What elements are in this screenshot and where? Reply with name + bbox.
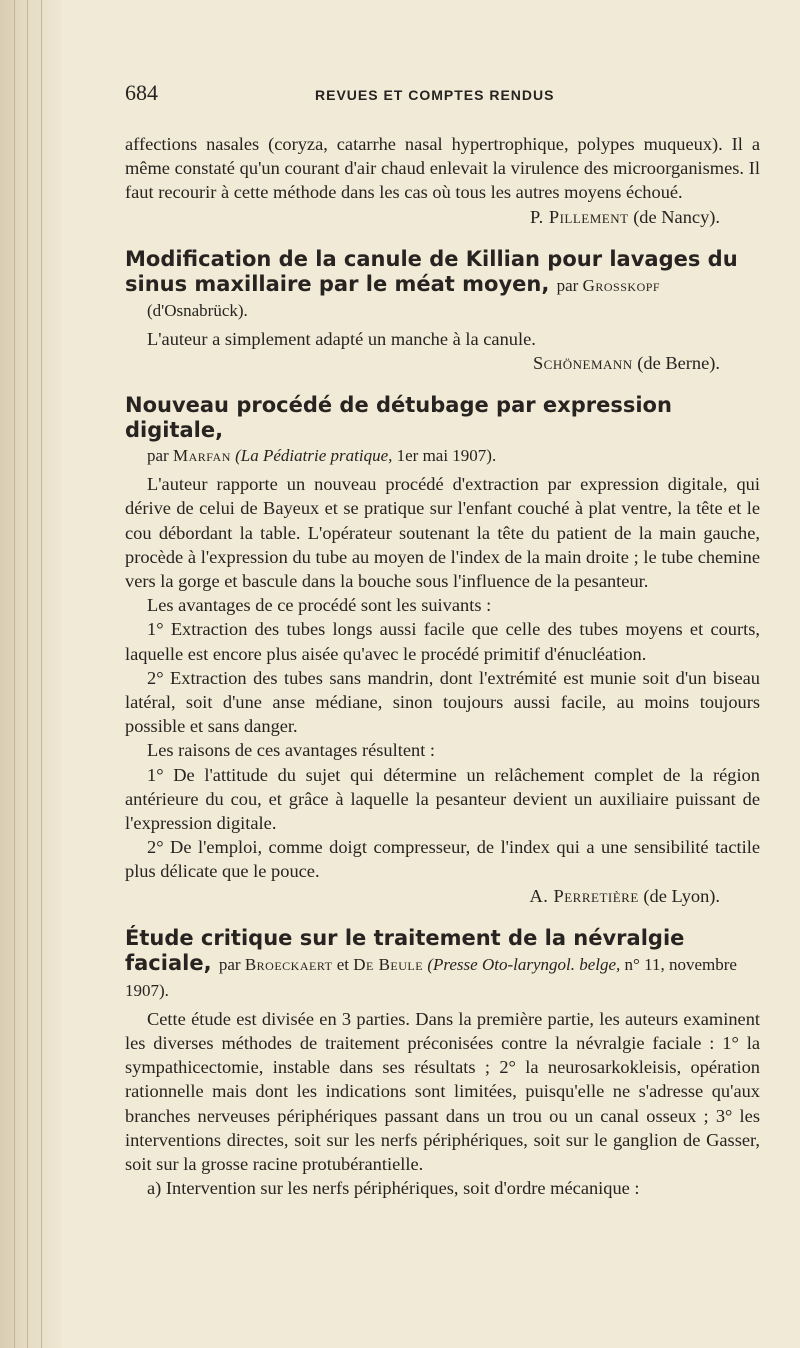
article-3-paragraph: a) Intervention sur les nerfs périphériques, soit d'ordre mécanique : bbox=[147, 1178, 640, 1199]
article-2-title: Nouveau procédé de détubage par expression digitale, bbox=[125, 393, 672, 443]
intro-signature: P. Pillement (de Nancy). bbox=[529, 206, 720, 227]
article-3-date: n° 11, novembre 1907). bbox=[125, 954, 737, 1000]
article-1-heading bbox=[125, 247, 760, 323]
gutter-line bbox=[14, 0, 15, 1348]
article-3-title: Étude critique sur le traitement de la névralgie faciale, bbox=[125, 925, 685, 975]
article-2-paragraph: 1° Extraction des tubes longs aussi facile que celle des tubes moyens et courts, laquelle est encore plus aisée qu'avec le procédé primitif d'énucléation. bbox=[125, 619, 760, 664]
article-1-author-place: (d'Osnabrück). bbox=[147, 300, 248, 320]
article-2-paragraph: 2° De l'emploi, comme doigt compresseur, de l'index qui a une sensibilité tactile plus délicate que le pouce. bbox=[125, 837, 760, 882]
article-2-signature: A. Perretière (de Lyon). bbox=[529, 885, 720, 906]
gutter-line bbox=[41, 0, 42, 1348]
article-3-source: (Presse Oto-laryngol. belge, bbox=[427, 954, 621, 974]
article-2-author: Marfan bbox=[172, 446, 231, 466]
article-2-heading bbox=[125, 393, 760, 468]
article-2-paragraph: Les avantages de ce procédé sont les suivants : bbox=[147, 595, 492, 616]
article-2-paragraph: L'auteur rapporte un nouveau procédé d'extraction par expression digitale, qui dérive de celui de Bayeux et se pratique sur l'enfant couché à plat ventre, la tête et le cou débordant la table. L'opérateur soutenant la tête du patient de la main gauche, procède à l'expression du tube au moyen de l'index de la main droite ; le tube chemine vers la gorge et bascule dans la bouche sous l'influence de la pesanteur. bbox=[125, 474, 760, 592]
article-3-paragraph: Cette étude est divisée en 3 parties. Dans la première partie, les auteurs examinent les diverses méthodes de traitement préconisées contre la névralgie faciale : 1° la sympathicectomie, instable dans ses résultats ; 2° la neurosarkokleisis, opération rationnelle mais dont les indications sont limitées, puisqu'elle ne s'adresse qu'aux branches nerveuses périphériques passant dans un trou ou un canal osseux ; 3° les interventions directes, soit sur les nerfs périphériques, soit sur le ganglion de Gasser, soit sur la grosse racine protubérantielle. bbox=[125, 1008, 760, 1175]
article-3-heading bbox=[125, 926, 760, 1003]
article-1-body: L'auteur a simplement adapté un manche à la canule. bbox=[147, 328, 536, 349]
article-1-byline: par Grosskopf (d'Osnabrück). bbox=[125, 276, 760, 323]
article-2-paragraph: 1° De l'attitude du sujet qui détermine un relâchement complet de la région antérieure du cou, et grâce à laquelle la pesanteur devient un auxiliaire puissant de l'expression digitale. bbox=[125, 764, 760, 834]
article-3-byline: par Broeckaert et De Beule (Presse Oto-laryngol. belge, n° 11, novembre 1907). bbox=[125, 954, 737, 1000]
running-title: REVUES ET COMPTES RENDUS bbox=[315, 87, 555, 103]
article-1-title: Modification de la canule de Killian pour lavages du sinus maxillaire par le méat moyen, bbox=[125, 246, 738, 296]
article-2-source: (La Pédiatrie pratique, bbox=[235, 446, 393, 466]
gutter-line bbox=[27, 0, 28, 1348]
article-3-author-1: Broeckaert bbox=[244, 954, 333, 974]
document-page bbox=[125, 80, 760, 1201]
article-3-author-2: De Beule bbox=[353, 954, 424, 974]
article-2-paragraph: Les raisons de ces avantages résultent : bbox=[147, 740, 436, 761]
article-2-date: 1er mai 1907). bbox=[396, 446, 497, 466]
page-number: 684 bbox=[125, 80, 158, 105]
article-1-author: Grosskopf bbox=[582, 275, 661, 295]
article-2-byline: par Marfan (La Pédiatrie pratique, 1er mai 1907). bbox=[147, 446, 497, 466]
article-2-paragraph: 2° Extraction des tubes sans mandrin, dont l'extrémité est munie soit d'un biseau latéral, soit d'une anse médiane, sinon toujours aussi facile, au moins toujours possible et sans danger. bbox=[125, 667, 760, 737]
intro-paragraph: affections nasales (coryza, catarrhe nasal hypertrophique, polypes muqueux). Il a même constaté qu'un courant d'air chaud enlevait la virulence des microorganismes. Il faut recourir à cette méthode dans les cas où tous les autres moyens échoué. bbox=[125, 134, 760, 203]
running-header bbox=[125, 80, 760, 110]
article-1-signature: Schönemann (de Berne). bbox=[532, 353, 720, 374]
page-gutter-shadow bbox=[0, 0, 62, 1348]
